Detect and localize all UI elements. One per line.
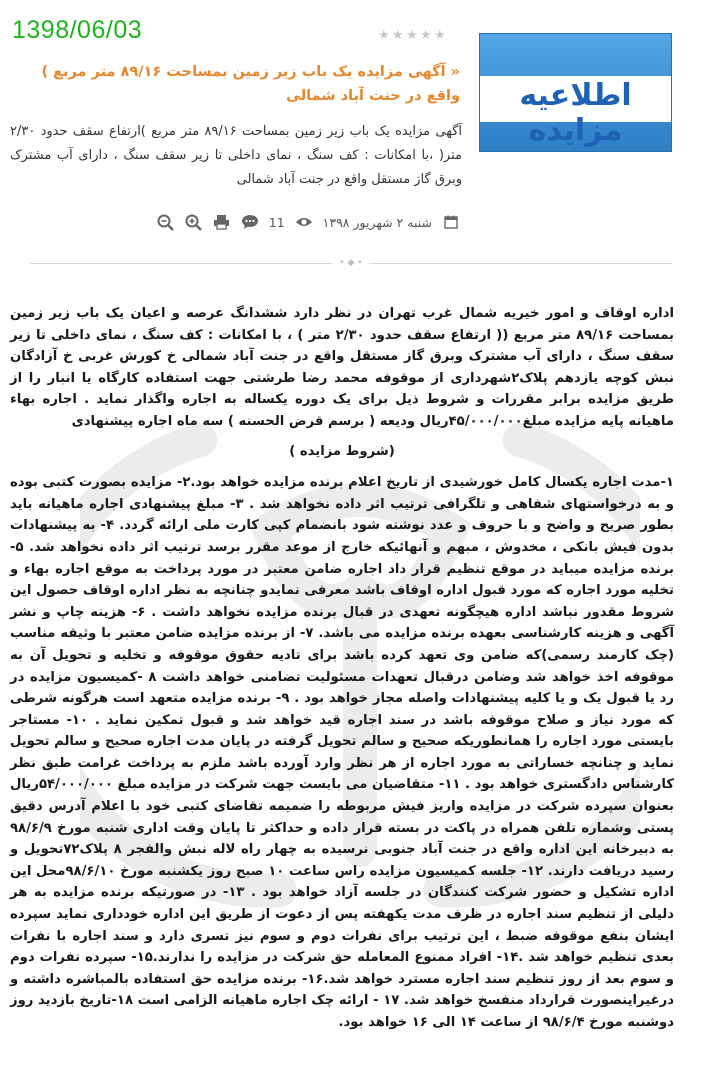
banner-title: اطلاعیه مزایده (519, 78, 632, 148)
conditions-title: (شروط مزایده ) (289, 443, 395, 459)
article-meta-bar (120, 210, 460, 234)
star-icon[interactable]: ★ (420, 28, 432, 43)
publish-date: شنبه ۲ شهریور ۱۳۹۸ (322, 214, 432, 230)
article-body (10, 303, 674, 1034)
view-count: 11 (268, 214, 285, 230)
eye-icon (295, 213, 313, 231)
star-icon[interactable]: ★ (406, 28, 418, 43)
rating-stars[interactable] (378, 30, 446, 42)
comment-icon[interactable] (241, 213, 259, 231)
divider-ornament: • ◆ • (333, 256, 369, 270)
article-summary: آگهی مزایده یک باب زیر زمین بمساحت ۸۹/۱۶ متر مربع )ارتفاع سقف حدود ۲/۳۰ متر( ،با امکانات : کف سنگ ، نمای داخلی تا زیر سقف سنگ ، دارای آب مشترک وبرق گاز مستقل واقع در جنت آباد شمالی (10, 124, 462, 187)
print-icon[interactable] (213, 213, 231, 231)
body-intro: اداره اوقاف و امور خیریه شمال غرب تهران در نظر دارد ششدانگ عرصه و اعیان یک باب زیر زمین بمساحت ۸۹/۱۶ متر مربع (( ارتفاع سقف حدود ۲/۳۰ متر ) ، با امکانات : کف سنگ ، نمای داخلی تا زیر سقف سنگ ، دارای آب مشترک وبرق گاز مستقل واقع در جنت آباد شمالی خ کورش غربی خ آزادگان نبش کوچه یازدهم پلاک۲شهرداری از موقوفه محمد رضا طرشتی جهت استفاده کارگاه یا انبار را از طریق مزایده برابر مقررات و شروط ذیل برای یک دوره یکساله به اجاره واگذار نماید . اجاره بهاء ماهیانه پایه مزایده مبلغ۴۵/۰۰۰/۰۰۰ریال ودیعه ( برسم قرض الحسنه ) سه ماه اجاره پیشنهادی (10, 306, 675, 429)
calendar-icon (442, 213, 460, 231)
date-stamp: 1398/06/03 (12, 16, 143, 44)
star-icon[interactable]: ★ (378, 28, 390, 43)
star-icon[interactable]: ★ (434, 28, 446, 43)
conditions-text: ۱-مدت اجاره یکسال کامل خورشیدی از تاریخ اعلام برنده مزایده خواهد بود.۲- مزایده بصورت کتبی بوده و به درخواستهای شفاهی و تلگرافی ترتیب اثر داده نخواهد شد . ۳- مبلغ پیشنهادی اجاره ماهیانه باید بطور صریح و واضح و با حروف و عدد نوشته شود بانضمام کپی کارت ملی ارائه گردد. ۴- به پیشنهادات بدون فیش بانکی ، مخدوش ، مبهم و آنهائیکه خارج از موعد مقرر برسد ترتیب اثر داده نخواهد شد. ۵- برنده مزایده میباید در موقع تنظیم قرار داد اجاره ضامن معتبر در مورد پرداخت به موقع اجاره بهاء و تخلیه مورد اجاره که مورد قبول اداره اوقاف باشد معرفی نمایدو چنانچه به نظر اداره اوقاف حصول این شروط مقدور نباشد اداره هیچگونه تعهدی در قبال برنده مزایده نخواهد داشت . ۶- هزینه چاپ و نشر آگهی و هزینه کارشناسی بعهده برنده مزایده می باشد. ۷- از برنده مزایده ضامن معتبر با وثیقه مناسب (چک کارمند رسمی)که ضامن وی تعهد کرده باشد برای تادیه حقوق موقوفه و تخلیه و تحویل آن به موقوفه اخذ خواهد شد وضامن درقبال تعهدات مسئولیت تضامنی خواهد داشت ۸ -کمیسیون مزایده در رد یا قبول یک و یا کلیه پیشنهادات واصله مجاز خواهد بود . ۹- برنده مزایده متعهد است هرگونه شرطی که مورد نیاز و صلاح موقوفه باشد در سند اجاره قید خواهد شد و قبول تمکین نماید . ۱۰- مستاجر بایستی مورد اجاره را همانطوریکه صحیح و سالم تحویل گرفته در پایان مدت اجاره صحیح و سالم تحویل نماید و چنانچه خساراتی به مورد اجاره از هر نظر وارد آورده باشد ملزم به پرداخت غرامت طبق نظر کارشناس دادگستری خواهد بود . ۱۱- متقاضیان می بایست جهت شرکت در مزایده مبلغ ۵۴/۰۰۰/۰۰۰ریال بعنوان سپرده شرکت در مزایده واریز فیش مربوطه را ضمیمه تقاضای کتبی خود با اعلام آدرس دقیق پستی وشماره تلفن همراه در پاکت در بسته قرار داده و حداکثر تا پایان وقت اداری شنبه مورخ ۹۸/۶/۹ به دبیرخانه این اداره واقع در جنت آباد جنوبی نرسیده به چهار راه لاله نبش والفجر ۸ پلاک۷۲تحویل و رسید دریافت دارند. ۱۲- جلسه کمیسیون مزایده راس ساعت ۱۰ صبح روز یکشنبه مورخ ۹۸/۶/۱۰محل این اداره تشکیل و حضور شرکت کنندگان در جلسه آزاد خواهد بود . ۱۳- در صورتیکه برنده مزایده به هر دلیلی از تنظیم سند اجاره در ظرف مدت یکهفته پس از دعوت از طریق این اداره خودداری نماید سپرده ایشان بنفع موقوفه ضبط ، این ترتیب برای نفرات دوم و سوم نیز تسری دارد و سند اجاره با نفرات بعدی تنظیم خواهد شد .۱۴- افراد ممنوع المعامله حق شرکت در مزایده را ندارند.۱۵- سپرده نفرات دوم و سوم بعد از روز تنظیم سند اجاره مسترد خواهد شد.۱۶- برنده مزایده حق استفاده بالمباشره داشته و درغیراینصورت قرارداد منفسخ خواهد شد. ۱۷ - ارائه چک اجاره ماهیانه الزامی است ۱۸-تاریخ بازدید روز دوشنبه مورخ ۹۸/۶/۴ از ساعت ۱۴ الی ۱۶ خواهد بود. (9, 475, 675, 1030)
auction-banner (479, 33, 672, 152)
zoom-in-icon[interactable] (185, 213, 203, 231)
article-headline[interactable]: « آگهی مزایده یک باب زیر زمین بمساحت ۸۹/۱۶ متر مربع ) واقع در جنت آباد شمالی (41, 64, 460, 104)
zoom-out-icon[interactable] (157, 213, 175, 231)
star-icon[interactable]: ★ (392, 28, 404, 43)
